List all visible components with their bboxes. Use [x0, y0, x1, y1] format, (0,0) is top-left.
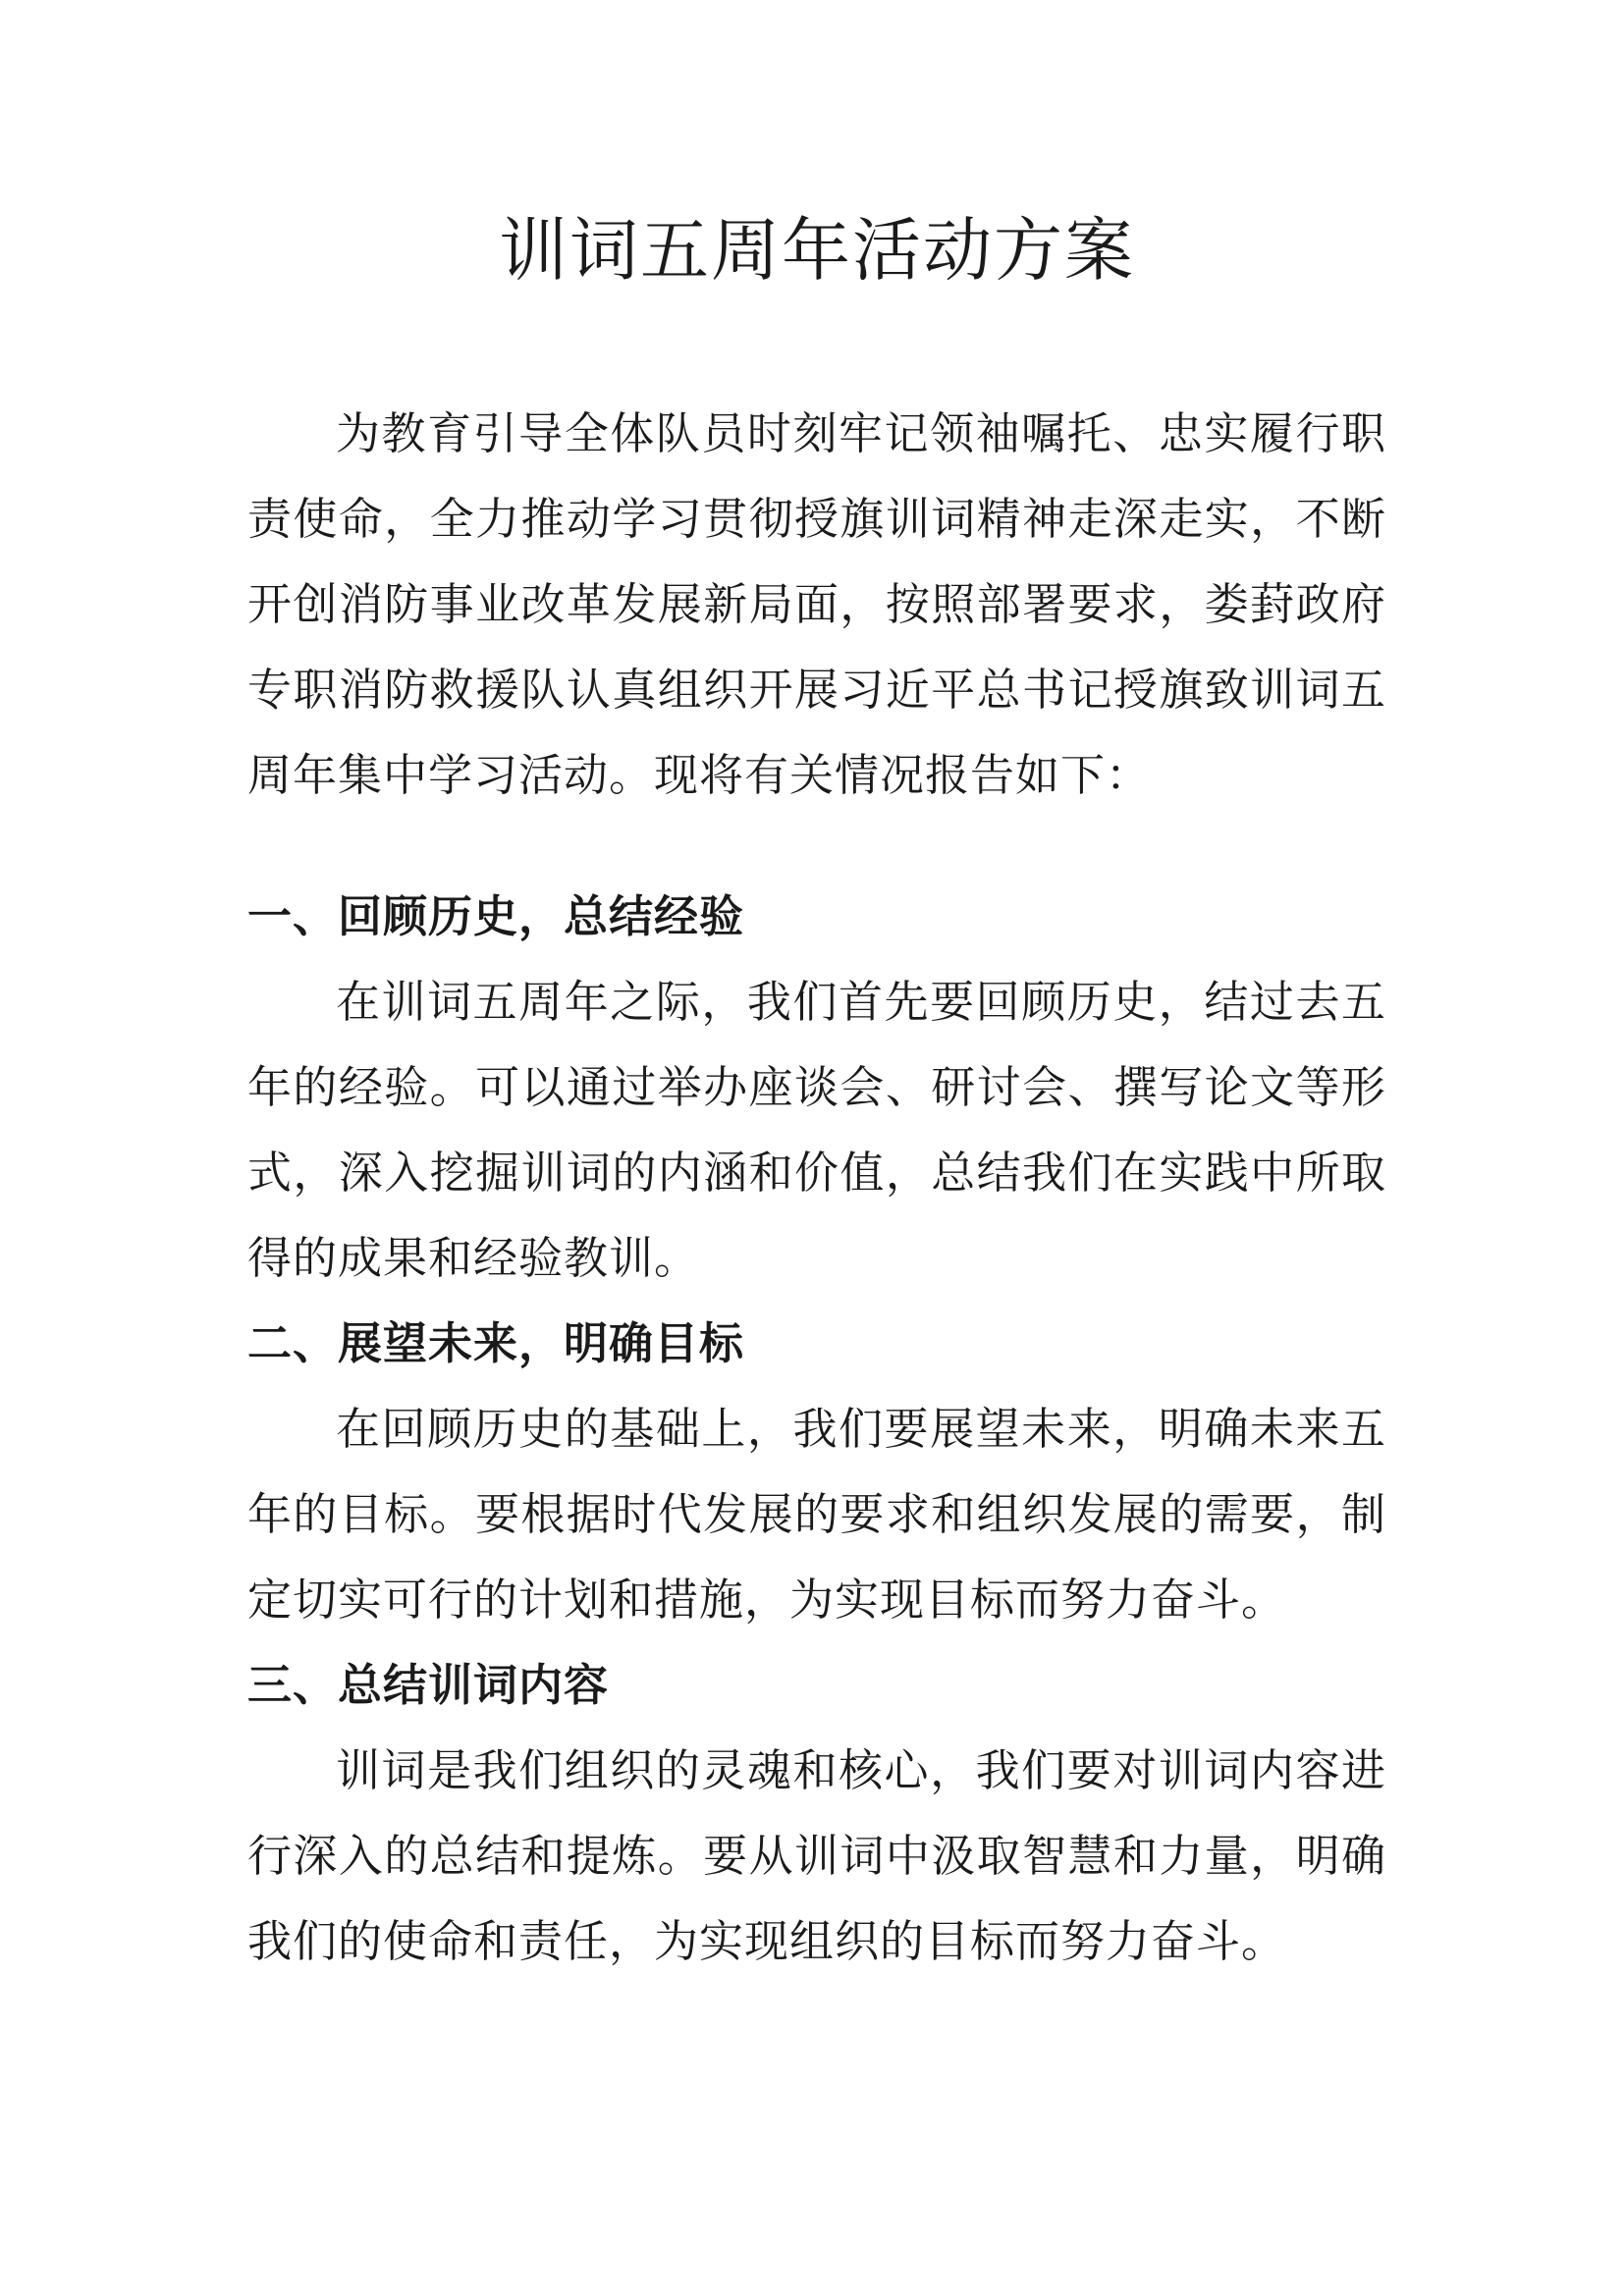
intro-paragraph: 为教育引导全体队员时刻牢记领袖嘱托、忠实履行职责使命，全力推动学习贯彻授旗训词精神走深走实，不断开创消防事业改革发展新局面，按照部署要求，娄葑政府专职消防救援队认真组织开展习近平总书记授旗致训词五周年集中学习活动。现将有关情况报告如下：: [247, 407, 1386, 801]
section-1-heading: 一、回顾历史，总结经验: [247, 890, 745, 942]
section-3-body: 训词是我们组织的灵魂和核心，我们要对训词内容进行深入的总结和提炼。要从训词中汲取智慧和力量，明确我们的使命和责任，为实现组织的目标而努力奋斗。: [247, 1744, 1386, 1967]
section-2-heading: 二、展望未来，明确目标: [247, 1317, 745, 1369]
section-3-heading: 三、总结训词内容: [247, 1659, 610, 1711]
section-1-body: 在训词五周年之际，我们首先要回顾历史，结过去五年的经验。可以通过举办座谈会、研讨会、撰写论文等形式，深入挖掘训词的内涵和价值，总结我们在实践中所取得的成果和经验教训。: [247, 976, 1386, 1284]
document-title: 训词五周年活动方案: [499, 210, 1135, 291]
section-2-body: 在回顾历史的基础上，我们要展望未来，明确未来五年的目标。要根据时代发展的要求和组织发展的需要，制定切实可行的计划和措施，为实现目标而努力奋斗。: [247, 1403, 1386, 1626]
